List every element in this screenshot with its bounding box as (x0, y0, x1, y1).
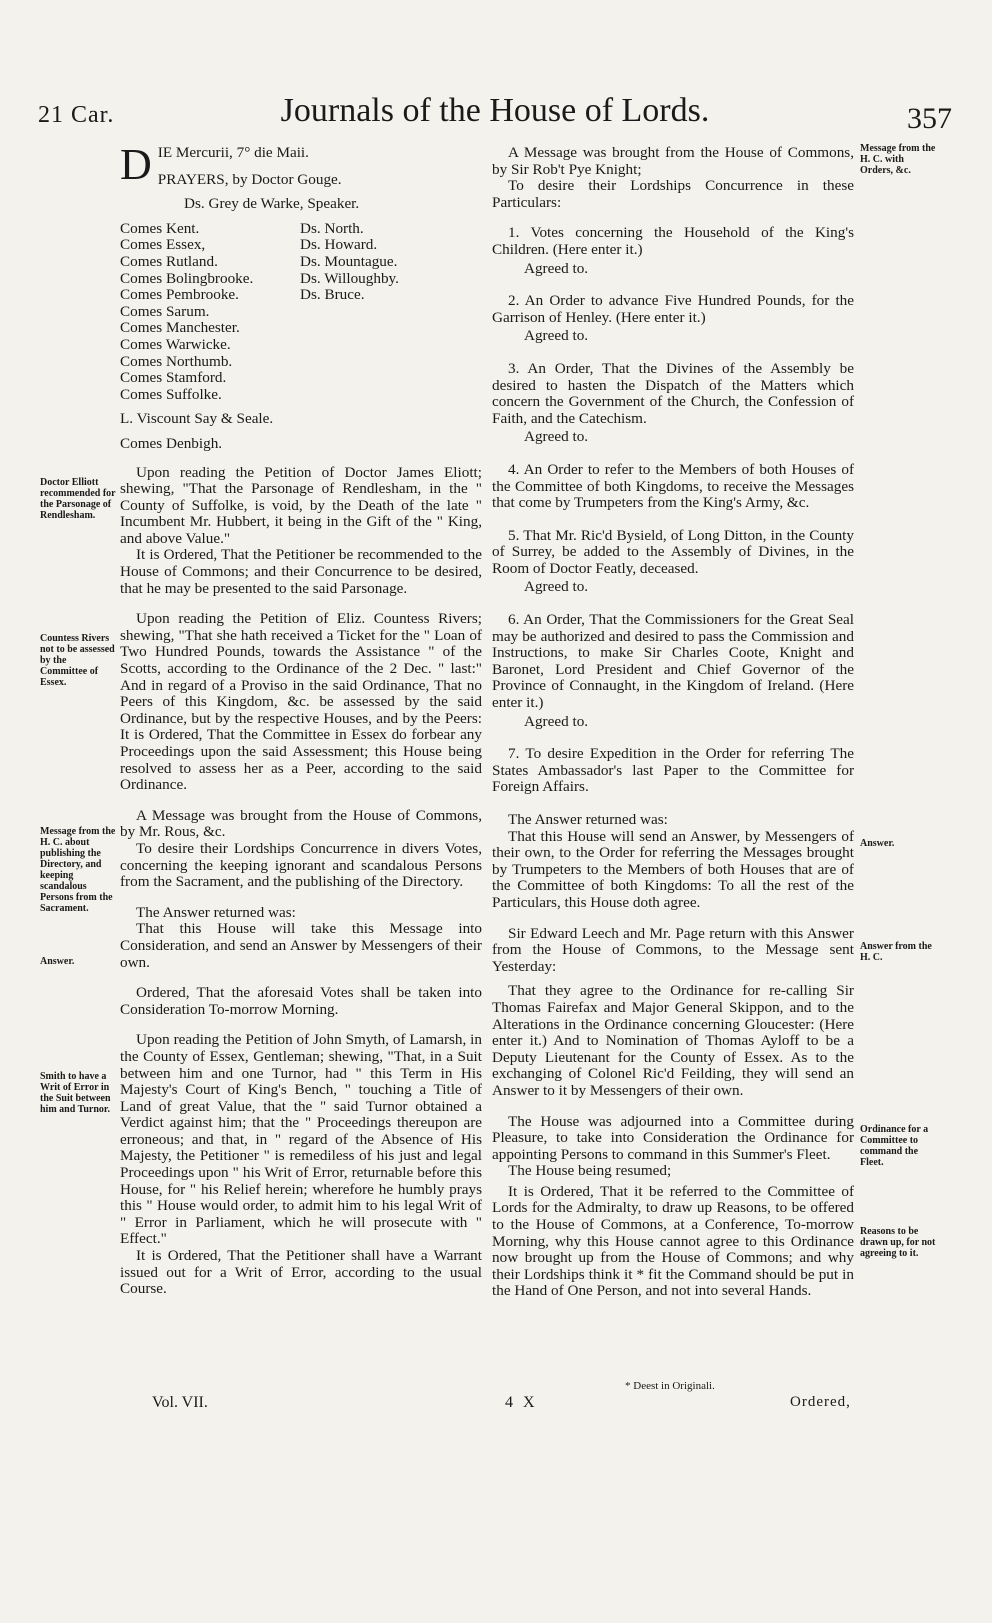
date-line: IE Mercurii, 7° die Maii. (157, 144, 309, 161)
order-item-3: 3. An Order, That the Divines of the Assembly be desired to hasten the Dispatch of the Matters which concern the Government of the Church, the Confession of Faith, and the Catechism. (492, 359, 854, 427)
margin-note-answer: Answer. (40, 956, 75, 967)
order-item-7: 7. To desire Expedition in the Order for referring The States Ambassador's last Paper to the Committee for Foreign Affairs. (492, 745, 854, 796)
answer-heading-right: The Answer returned was: (508, 811, 668, 828)
running-header (38, 78, 952, 135)
peers-column-1 (120, 221, 300, 404)
answer-text-right: That this House will send an Answer, by Messengers of their own, to the Order for referring the Messages brought by Trumpeters to the Members of both Houses that are of the Committee of both Kingdoms: To all the rest of the Particulars, this House doth agree. (492, 827, 854, 911)
order-item-6: 6. An Order, That the Commissioners for the Great Seal may be authorized and desired to pass the Commission and Instructions, to make Sir Charles Coote, Knight and Baronet, Lord President and Chief Governor of the Province of Connaught, in the Kingdom of Ireland. (Here enter it.) (492, 611, 854, 712)
margin-note-message: Message from the H. C. about publishing the Directory, and keeping scandalous Persons from the Sacrament. (40, 826, 116, 914)
house-adjourned: The House was adjourned into a Committee during Pleasure, to take into Consideration the Ordinance for appointing Persons to command in this Summer's Fleet. (492, 1112, 854, 1163)
right-column (492, 145, 854, 1300)
speaker-line: Ds. Grey de Warke, Speaker. (184, 195, 360, 213)
peer: Comes Pembrooke. (120, 286, 239, 304)
margin-note-rivers: Countess Rivers not to be assessed by the Committee of Essex. (40, 633, 115, 688)
left-column (120, 140, 482, 1298)
leech-answer: Sir Edward Leech and Mr. Page return with this Answer from the House of Commons, to the Message sent Yesterday: (492, 924, 854, 975)
rous-request: To desire their Lordships Concurrence in divers Votes, concerning the keeping ignorant and scandalous Persons from the Sacrament, and the publishing of the Directory. (120, 839, 482, 891)
peer: Ds. Mountague. (300, 252, 398, 270)
smyth-order: It is Ordered, That the Petitioner shall have a Warrant issued out for a Writ of Error, according to the usual Course. (120, 1247, 482, 1298)
peer: Comes Northumb. (120, 352, 233, 370)
denbigh-line: Comes Denbigh. (120, 434, 223, 452)
peer: Comes Sarum. (120, 302, 210, 320)
peer: Comes Warwicke. (120, 335, 231, 353)
margin-note-answer-from: Answer from the H. C. (860, 941, 932, 963)
order-item-4: 4. An Order to refer to the Members of both Houses of the Committee of both Kingdoms, to receive the Messages that come by Trumpeters from the King's Army, &c. (492, 460, 854, 512)
catchword: Ordered, (790, 1394, 851, 1410)
margin-note-elliott: Doctor Elliott recommended for the Parsonage of Rendlesham. (40, 477, 116, 521)
margin-note-ordinance: Ordinance for a Committee to command the Fleet. (860, 1124, 929, 1168)
agreed-6: Agreed to. (524, 712, 589, 730)
smyth-petition: Upon reading the Petition of John Smyth, of Lamarsh, in the County of Essex, Gentleman; shewing, "That, in a Suit between him and one Turnor, had " this Term in His Majesty's Court of King's Bench, " touching a Title of Land of great Value, that the " said Turnor obtained a Verdict against him; that the " Proceedings thereupon are erroneous; and that, in " regard of the Absence of His Majesty, the Petitioner " is remediless of his just and legal Proceedings upon " his Writ of Error, returnable before this House, for " his Relief herein; wherefore he humbly prays this " House would order, to admit him to his legal Writ of " Error in Parliament, which he will prosecute with " Effect." (120, 1031, 482, 1248)
peer: Comes Suffolke. (120, 385, 222, 403)
peer: Comes Essex, (120, 236, 206, 254)
answer-text-left: That this House will take this Message into Consideration, and send an Answer by Messengers of their own. (120, 920, 482, 971)
rivers-petition: Upon reading the Petition of Eliz. Countess Rivers; shewing, "That she hath received a Ticket for the " Loan of Two Hundred Pounds, towards the Assistance " of the Scotts, according to the Ordinance of the 2 Dec. " last:" And in regard of a Proviso in the said Ordinance, That no Peers of this Kingdom, &c. be assessed by the said Ordinance, but by the respective Houses, and by the Peers: It is Ordered, That the Committee in Essex do forbear any Proceedings upon the said Assessment; this House being resolved to assess her as a Peer, according to the said Ordinance. (120, 610, 482, 794)
signature-mark: 4 X (505, 1394, 538, 1411)
margin-note-answer-right: Answer. (860, 838, 895, 849)
margin-note-smyth: Smith to have a Writ of Error in the Suit between him and Turnor. (40, 1071, 111, 1115)
peers-present (120, 221, 482, 404)
prayers-line: PRAYERS, by Doctor Gouge. (157, 170, 342, 188)
footnote: * Deest in Originali. (625, 1380, 715, 1392)
margin-note-reasons: Reasons to be drawn up, for not agreeing to it. (860, 1226, 936, 1259)
peer: Comes Stamford. (120, 369, 227, 387)
page-number: 357 (907, 102, 952, 135)
commons-agree: That they agree to the Ordinance for re-calling Sir Thomas Fairefax and Major General Skippon, and to the Alterations in the Ordinance concerning Gloucester: (Here enter it.) And to Nomination of Thomas Ayloff to be a Deputy Lieutenant for the County of Essex. As to the exchanging of Colonel Ric'd Feilding, they will send an Answer to it by Messengers of their own. (492, 982, 854, 1099)
rous-message: A Message was brought from the House of Commons, by Mr. Rous, &c. (120, 806, 482, 841)
peer: Comes Bolingbrooke. (120, 269, 254, 287)
agreed-2: Agreed to. (524, 327, 589, 345)
peer: Comes Kent. (120, 219, 200, 237)
peer: Ds. Howard. (300, 236, 378, 254)
agreed-3: Agreed to. (524, 428, 589, 446)
agreed-1: Agreed to. (524, 259, 589, 277)
header-regnal-year: 21 Car. (38, 102, 115, 128)
order-item-2: 2. An Order to advance Five Hundred Pounds, for the Garrison of Henley. (Here enter it.) (492, 292, 854, 326)
peer: Comes Manchester. (120, 319, 240, 337)
order-item-1: 1. Votes concerning the Household of the King's Children. (Here enter it.) (492, 224, 854, 258)
viscount-line: L. Viscount Say & Seale. (120, 410, 274, 428)
pye-message: A Message was brought from the House of Commons, by Sir Rob't Pye Knight; (492, 144, 854, 178)
house-resumed: The House being resumed; (508, 1162, 672, 1180)
margin-note-pye: Message from the H. C. with Orders, &c. (860, 143, 936, 176)
reasons-order: It is Ordered, That it be referred to the Committee of Lords for the Admiralty, to draw up Reasons, to be offered to the House of Commons, at a Conference, To-morrow Morning, why this House cannot agree to this Ordinance now brought up from the House of Commons; and why their Lordships think it * fit the Command should be put in the Hand of One Person, and not into several Hands. (492, 1182, 854, 1300)
peer: Comes Rutland. (120, 252, 218, 270)
pye-request: To desire their Lordships Concurrence in these Particulars: (492, 177, 854, 211)
peers-column-2 (300, 221, 399, 404)
ordered-votes: Ordered, That the aforesaid Votes shall be taken into Consideration To-morrow Morning. (120, 984, 482, 1018)
header-title: Journals of the House of Lords. (280, 92, 710, 129)
drop-cap: D (120, 140, 152, 189)
elliott-order: It is Ordered, That the Petitioner be recommended to the House of Commons; and their Concurrence to be desired, that he may be presented to the said Parsonage. (120, 546, 482, 597)
volume-mark: Vol. VII. (152, 1394, 208, 1411)
peer: Ds. North. (300, 219, 364, 237)
answer-heading-left: The Answer returned was: (136, 903, 296, 921)
peer: Ds. Willoughby. (300, 269, 399, 287)
elliott-petition: Upon reading the Petition of Doctor James Eliott; shewing, "That the Parsonage of Rendlesham, in the " County of Suffolke, is void, by the Death of the late " Incumbent Mr. Hubbert, it being in the Gift of the " King, and above Value." (120, 463, 482, 547)
agreed-5: Agreed to. (524, 578, 589, 596)
order-item-5: 5. That Mr. Ric'd Bysield, of Long Ditton, in the County of Surrey, be added to the Assembly of Divines, in the Room of Doctor Featly, deceased. (492, 526, 854, 577)
peer: Ds. Bruce. (300, 286, 365, 304)
